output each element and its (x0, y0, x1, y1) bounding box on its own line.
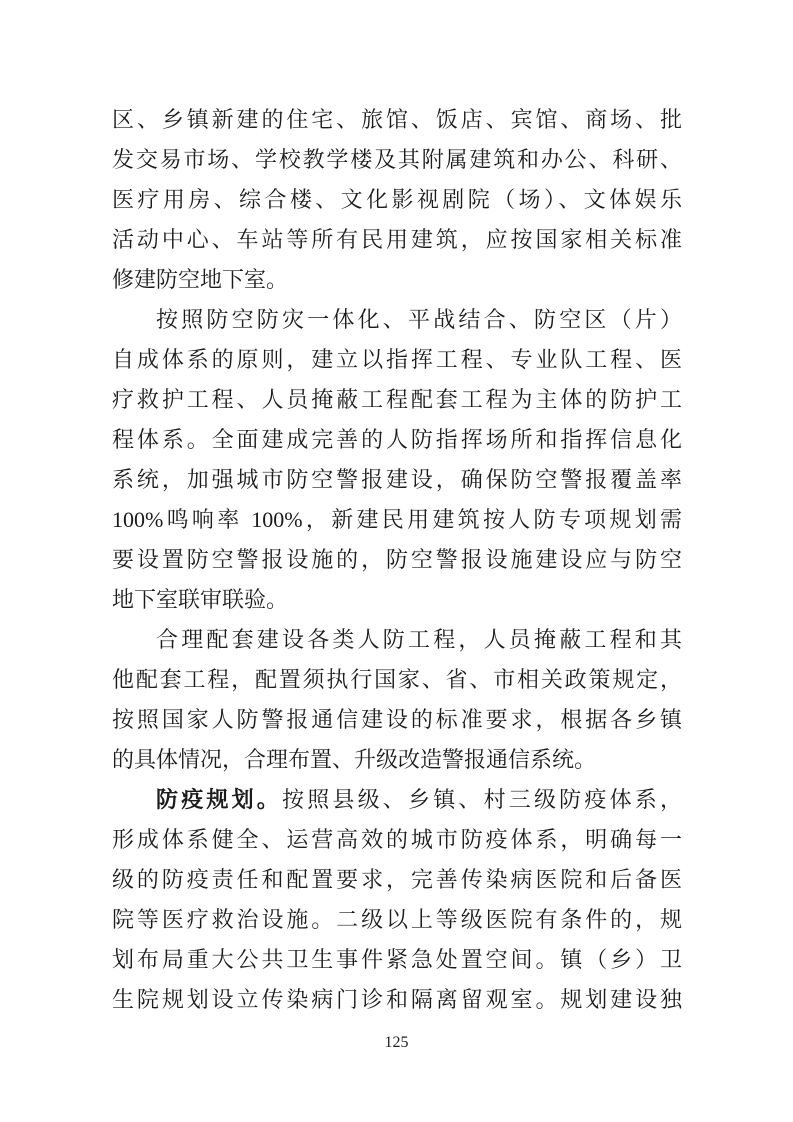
text-line (112, 860, 682, 900)
line-text: 形成体系健全、运营高效的城市防疫体系，明确每一 (112, 827, 682, 852)
line-text: 系统，加强城市防空警报建设，确保防空警报覆盖率 (112, 467, 682, 492)
text-line (112, 140, 682, 180)
line-text: 区、乡镇新建的住宅、旅馆、饭店、宾馆、商场、批 (112, 107, 682, 132)
text-line (112, 740, 682, 780)
text-line (112, 300, 682, 340)
text-line (112, 340, 682, 380)
line-text: 划布局重大公共卫生事件紧急处置空间。镇（乡）卫 (112, 947, 682, 972)
text-line (112, 460, 682, 500)
line-text: 的具体情况，合理布置、升级改造警报通信系统。 (112, 747, 597, 772)
text-line (112, 540, 682, 580)
line-text: 疗救护工程、人员掩蔽工程配套工程为主体的防护工 (112, 387, 682, 412)
line-text: 医疗用房、综合楼、文化影视剧院（场）、文体娱乐 (112, 187, 682, 212)
text-line (112, 900, 682, 940)
line-text: 地下室联审联验。 (112, 587, 289, 612)
paragraph-heading: 防疫规划。 (156, 787, 282, 812)
line-text: 他配套工程，配置须执行国家、省、市相关政策规定， (112, 667, 682, 692)
line-text: 级的防疫责任和配置要求，完善传染病医院和后备医 (112, 867, 682, 892)
text-line (112, 180, 682, 220)
text-line (112, 780, 682, 820)
text-line (112, 980, 682, 1020)
line-text: 按照县级、乡镇、村三级防疫体系， (282, 787, 682, 812)
text-block (112, 100, 682, 1020)
line-text: 100%鸣响率 100%，新建民用建筑按人防专项规划需 (112, 507, 682, 532)
line-text: 要设置防空警报设施的，防空警报设施建设应与防空 (112, 547, 682, 572)
line-text: 程体系。全面建成完善的人防指挥场所和指挥信息化 (112, 427, 682, 452)
line-text: 合理配套建设各类人防工程，人员掩蔽工程和其 (156, 627, 682, 652)
line-text: 发交易市场、学校教学楼及其附属建筑和办公、科研、 (112, 147, 682, 172)
line-text: 修建防空地下室。 (112, 267, 289, 292)
line-text: 活动中心、车站等所有民用建筑，应按国家相关标准 (112, 227, 682, 252)
text-line (112, 100, 682, 140)
text-line (112, 260, 682, 300)
text-line (112, 700, 682, 740)
text-line (112, 820, 682, 860)
line-text: 按照国家人防警报通信建设的标准要求，根据各乡镇 (112, 707, 682, 732)
text-line (112, 580, 682, 620)
text-line (112, 420, 682, 460)
page-number: 125 (384, 1034, 409, 1051)
text-line (112, 660, 682, 700)
line-text: 生院规划设立传染病门诊和隔离留观室。规划建设独 (112, 987, 682, 1012)
text-line (112, 500, 682, 540)
text-line (112, 620, 682, 660)
text-line (112, 220, 682, 260)
line-text: 按照防空防灾一体化、平战结合、防空区（片） (156, 307, 682, 332)
text-line (112, 380, 682, 420)
text-line (112, 940, 682, 980)
line-text: 自成体系的原则，建立以指挥工程、专业队工程、医 (112, 347, 682, 372)
line-text: 院等医疗救治设施。二级以上等级医院有条件的，规 (112, 907, 682, 932)
